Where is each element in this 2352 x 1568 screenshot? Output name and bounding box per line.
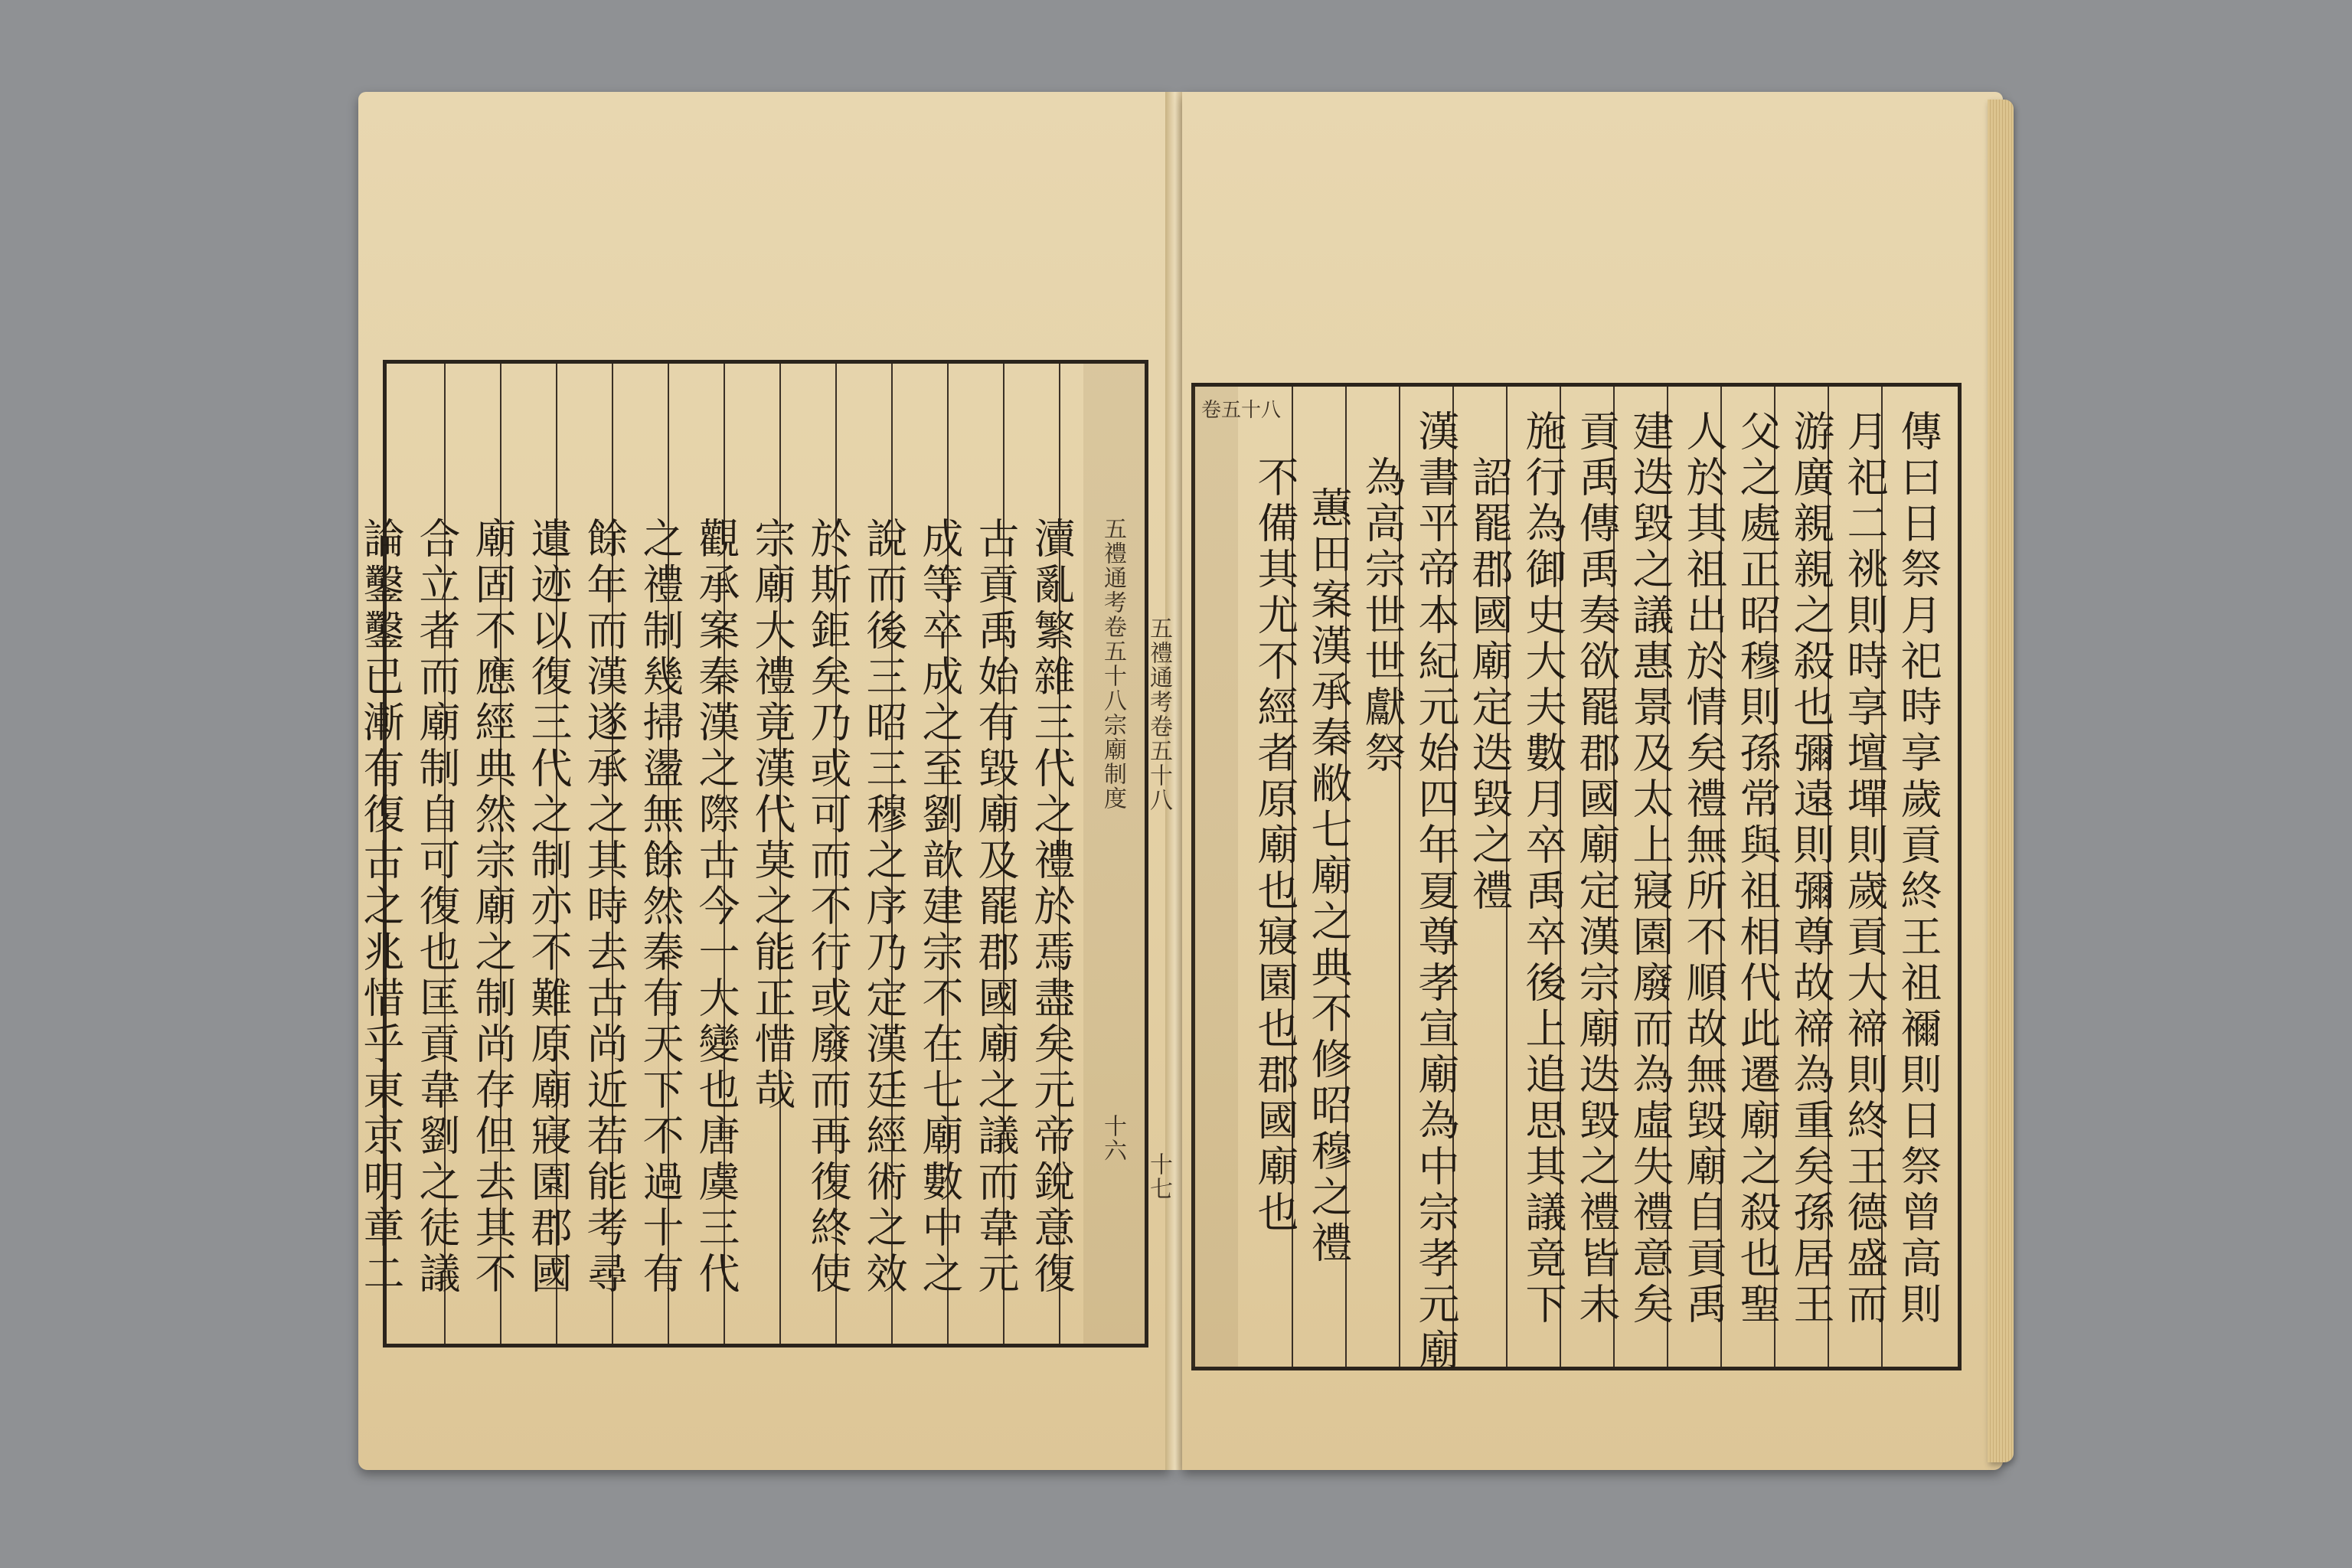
right-column-3: 游廣親親之殺也彌遠則彌尊故禘為重矣孫居王 (1787, 410, 1835, 1328)
right-fold-title: 五禮通考卷五十八 (1145, 616, 1172, 812)
left-column-6: 宗廟大禮竟漢代莫之能正惜哉 (748, 517, 796, 1114)
right-column-13: 不備其尤不經者原廟也寢園也郡國廟也 (1251, 456, 1299, 1236)
right-column-10: 漢書平帝本紀元始四年夏尊孝宣廟為中宗孝元廟 (1412, 410, 1460, 1374)
left-column-5: 於斯鉅矣乃或可而不行或廢而再復終使 (804, 517, 852, 1298)
left-text-frame (357, 360, 1148, 1348)
right-column-2: 月祀二祧則時享壇墠則歲貢大禘則終王德盛而 (1841, 410, 1889, 1328)
right-column-11: 為高宗世世獻祭 (1358, 456, 1406, 777)
page-edges (1988, 100, 2014, 1462)
right-column-7: 貢禹傳禹奏欲罷郡國廟定漢宗廟迭毀之禮皆未 (1573, 410, 1621, 1328)
left-column-11: 廟固不應經典然宗廟之制尚存但去其不 (469, 517, 517, 1298)
left-column-4: 說而後三昭三穆之序乃定漢廷經術之效 (860, 517, 908, 1298)
left-column-3: 成等卒成之至劉歆建宗不在七廟數中之 (916, 517, 964, 1298)
right-column-8: 施行為御史大夫數月卒禹卒後上追思其議竟下 (1519, 410, 1567, 1328)
right-column-1: 傳曰日祭月祀時享歲貢終王祖禰則日祭曾高則 (1894, 410, 1942, 1328)
right-fold-column (1192, 387, 1238, 1367)
right-text-frame (1145, 383, 1962, 1374)
left-column-8: 之禮制幾掃盪無餘然秦有天下不過十有 (636, 517, 684, 1298)
left-column-13: 論鑿鑿已漸有復古之兆惜乎東京明章二 (357, 517, 405, 1298)
left-column-1: 瀆亂繁雜三代之禮於焉盡矣元帝銳意復 (1027, 517, 1076, 1298)
left-fold-column (1083, 364, 1145, 1344)
right-column-9: 詔罷郡國廟定迭毀之禮 (1465, 456, 1514, 915)
left-folio: 十六 (1099, 1114, 1126, 1163)
right-column-5: 人於其祖出於情矣禮無所不順故無毀廟自貢禹 (1680, 410, 1728, 1328)
right-column-6: 建迭毀之議惠景及太上寢園廢而為虛失禮意矣 (1626, 410, 1674, 1328)
left-column-7: 觀承案秦漢之際古今一大變也唐虞三代 (692, 517, 740, 1298)
left-column-9: 餘年而漢遂承之其時去古尚近若能考尋 (580, 517, 629, 1298)
right-column-12: 蕙田案漢承秦敝七廟之典不修昭穆之禮 (1305, 486, 1353, 1267)
left-column-2: 古貢禹始有毀廟及罷郡國廟之議而韋元 (972, 517, 1020, 1298)
left-fold-title: 五禮通考卷五十八宗廟制度 (1099, 517, 1126, 811)
left-column-10: 遺迹以復三代之制亦不難原廟寢園郡國 (524, 517, 573, 1298)
right-folio: 十七 (1145, 1152, 1172, 1201)
right-top-mark: 卷五十八 (1201, 399, 1282, 422)
left-column-12: 合立者而廟制自可復也匡貢韋劉之徒議 (413, 517, 461, 1298)
right-column-4: 父之處正昭穆則孫常與祖相代此遷廟之殺也聖 (1733, 410, 1782, 1328)
